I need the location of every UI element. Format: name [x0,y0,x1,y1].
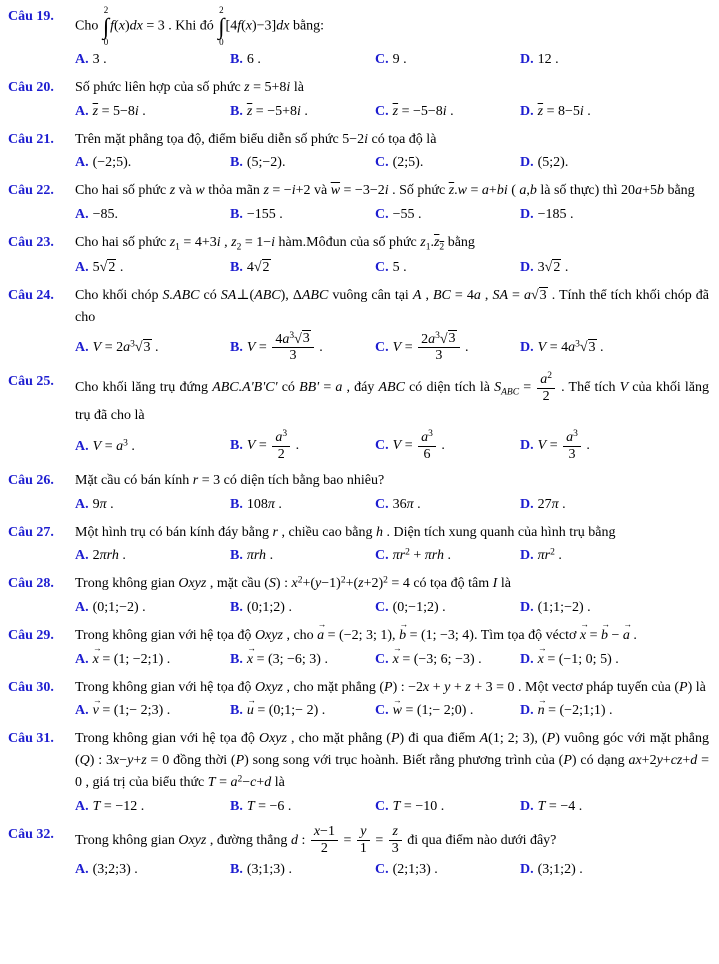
option-letter: C. [375,703,389,719]
option-letter: A. [75,339,89,355]
question-stem: Trên mặt phẳng tọa độ, điểm biểu diễn số phức 5−2i có tọa độ là [75,131,437,147]
question-head [8,180,709,202]
option-text: −155 . [246,207,283,223]
option-letter: A. [75,496,89,512]
option-letter: D. [520,155,534,171]
question-stem: Một hình trụ có bán kính đáy bằng r , chiều cao bằng h . Diện tích xung quanh của hình trụ bằng [75,524,616,540]
question-number: Câu 23. [8,235,54,251]
question-head [8,6,709,47]
option-text: $\overline{z} = -5-8i$ . [392,103,454,119]
options-row [75,257,709,278]
question-stem: Cho khối chóp S.ABC có SA⊥(ABC), ΔABC vuông cân tại A , BC = 4a , SA = a√3 . Tính thể tích khối chóp đã cho [75,288,709,325]
question [8,522,709,567]
options-row [75,331,709,365]
option-text: v → = (1;− 2;3) . [93,703,171,718]
option-c [375,649,520,670]
option-text: w → = (1;− 2;0) . [393,703,474,718]
option-letter: C. [375,52,389,67]
option-letter: D. [520,207,534,223]
option-letter: B. [230,207,243,223]
options-row [75,859,709,880]
option-letter: B. [230,155,243,171]
option-letter: B. [230,798,243,814]
option-letter: C. [375,861,389,877]
question-head [8,371,709,427]
question-head [8,522,709,544]
option-letter: A. [75,103,89,119]
option-text: V = $\frac{a^3}{3}$ . [537,429,590,462]
question-number: Câu 28. [8,576,54,592]
option-d [520,101,709,122]
option-text: $\overline{z} = -5+8i$ . [246,103,308,119]
option-d [520,796,709,817]
question [8,285,709,364]
option-text: 108π . [246,496,282,512]
option-letter: C. [375,438,389,454]
option-text: 5√2 . [92,260,124,276]
option-text: 3 . [92,52,107,67]
exam-page [8,6,709,880]
option-text: u → = (0;1;− 2) . [247,703,325,718]
question-head [8,573,709,595]
option-d [520,494,709,515]
question [8,180,709,225]
option-letter: D. [520,52,534,67]
option-letter: A. [75,155,89,171]
question-stem: Trong không gian với hệ tọa độ Oxyz , cho mặt phẳng (P) đi qua điểm A(1; 2; 3), (P) vuông góc với mặt phẳng (Q) : 3x−y+z = 0 đồng thời (P) song song với trục hoành. Biết rằng phương trình của (P) có dạng ax+2y+cz+d = 0 , giá trị của biểu thức $T = a^2-c+d$ là [75,731,710,790]
option-b [230,152,375,173]
option-letter: C. [375,103,389,119]
option-letter: A. [75,548,89,564]
option-d [520,152,709,173]
option-a [75,101,230,122]
option-letter: C. [375,651,389,667]
option-b [230,49,375,70]
option-c [375,796,520,817]
option-d [520,337,709,358]
option-text: (3;1;3) . [246,861,292,877]
option-text: $\pi r^2 + \pi rh$ . [392,547,451,564]
option-a [75,152,230,173]
option-b [230,859,375,880]
option-letter: B. [230,703,243,719]
option-letter: A. [75,703,89,719]
question-stem: Trong không gian với hệ tọa độ Oxyz , cho a → = (−2; 3; 1), b → = (1; −3; 4). Tìm tọa độ véctơ x → = b → − a → . [75,625,709,647]
question-head [8,77,709,99]
question-stem: Cho khối lăng trụ đứng ABC.A'B'C' có BB' = a , đáy ABC có diện tích là $S_{ABC}$ = $\frac{a^2}{2}$ . Thể tích V của khối lăng trụ đã cho là [75,371,709,424]
option-text: 9π . [92,496,114,512]
option-c [375,597,520,618]
option-text: x → = (3; −6; 3) . [247,652,328,667]
option-text: (5;2). [537,155,569,171]
option-a [75,545,230,566]
options-row [75,49,709,70]
question-head [8,677,709,699]
option-a [75,494,230,515]
option-a [75,436,230,457]
option-text: 36π . [392,496,421,512]
option-text: $\pi r^2$ . [537,547,562,564]
option-b [230,796,375,817]
option-b [230,204,375,225]
option-c [375,859,520,880]
options-row [75,597,709,618]
option-d [520,49,709,70]
option-b [230,545,375,566]
option-a [75,49,230,70]
option-letter: C. [375,155,389,171]
option-text: V = $\frac{4a^3√3}{3}$ . [246,330,323,364]
option-letter: B. [230,438,243,454]
option-text: (3;2;3) . [92,861,138,877]
option-text: T = −4 . [537,798,583,814]
option-letter: C. [375,600,389,616]
options-row [75,204,709,225]
option-text: T = −12 . [92,798,145,814]
option-text: $V = a^3$ . [92,437,135,454]
question [8,573,709,618]
question-stem: Trong không gian Oxyz , mặt cầu (S) : $x^2+(y-1)^2+(z+2)^2 = 4$ có tọa độ tâm I là [75,575,511,592]
option-letter: C. [375,260,389,276]
option-text: (5;−2). [246,155,286,171]
question [8,129,709,174]
question-stem: Cho hai số phức $z_1 = 4+3i$ , $z_2 = 1-i$ hàm.Môđun của số phức $z_1.z_2$ bằng [75,235,475,253]
option-text: 2πrh . [92,548,126,564]
option-letter: B. [230,548,243,564]
option-b [230,649,375,670]
options-row [75,101,709,122]
question-head [8,625,709,647]
option-letter: D. [520,260,534,276]
option-letter: D. [520,600,534,616]
option-c [375,152,520,173]
option-a [75,796,230,817]
option-letter: B. [230,260,243,276]
option-d [520,429,709,463]
option-text: −55 . [392,207,422,223]
question-stem: Trong không gian Oxyz , đường thẳng d : $\frac{x-1}{2}$ = $\frac{y}{1}$ = $\frac{z}{3}$ đi qua điểm nào dưới đây? [75,823,557,856]
options-row [75,152,709,173]
question-head [8,129,709,151]
option-d [520,545,709,566]
question-number: Câu 24. [8,288,54,304]
option-text: 27π . [537,496,566,512]
options-row [75,545,709,566]
question-number: Câu 22. [8,183,54,199]
options-row [75,429,709,463]
question-stem: Trong không gian với hệ tọa độ Oxyz , cho mặt phẳng (P) : −2x + y + z + 3 = 0 . Một vectơ pháp tuyến của (P) là [75,679,706,695]
question-number: Câu 19. [8,9,54,24]
option-letter: A. [75,207,89,223]
option-text: 6 . [246,52,261,67]
option-text: πrh . [246,548,274,564]
option-text: T = −10 . [392,798,445,814]
question [8,77,709,122]
option-letter: A. [75,438,89,454]
option-letter: D. [520,703,534,719]
option-b [230,331,375,365]
question [8,677,709,722]
option-text: $V = 4a^3√3$ . [537,339,604,355]
question-head [8,470,709,492]
option-letter: D. [520,798,534,814]
question-number: Câu 20. [8,80,54,95]
question [8,470,709,515]
option-a [75,859,230,880]
question-number: Câu 25. [8,374,54,390]
question-number: Câu 31. [8,731,54,747]
option-text: −85. [92,207,119,223]
option-a [75,257,230,278]
option-text: $\overline{z} = 8-5i$ . [537,103,591,119]
option-b [230,257,375,278]
option-text: T = −6 . [246,798,292,814]
option-b [230,597,375,618]
options-row [75,649,709,670]
option-letter: D. [520,438,534,454]
option-text: (2;1;3) . [392,861,438,877]
option-c [375,49,520,70]
option-a [75,597,230,618]
question [8,232,709,278]
option-d [520,649,709,670]
question [8,371,709,463]
option-d [520,204,709,225]
question [8,625,709,670]
option-text: 12 . [537,52,559,67]
option-a [75,700,230,721]
option-letter: B. [230,861,243,877]
option-letter: B. [230,600,243,616]
option-letter: D. [520,548,534,564]
option-text: (0;1;2) . [246,600,292,616]
option-b [230,101,375,122]
option-text: n → = (−2;1;1) . [538,703,613,718]
option-c [375,429,520,463]
option-letter: D. [520,496,534,512]
option-c [375,494,520,515]
option-b [230,494,375,515]
option-letter: D. [520,651,534,667]
option-letter: B. [230,651,243,667]
option-text: (0;1;−2) . [92,600,146,616]
question-number: Câu 32. [8,826,54,842]
option-letter: B. [230,339,243,355]
option-letter: A. [75,600,89,616]
option-letter: B. [230,52,243,67]
question [8,728,709,816]
question-stem: Mặt cầu có bán kính r = 3 có diện tích bằng bao nhiêu? [75,473,385,488]
options-row [75,700,709,721]
option-text: x → = (−1; 0; 5) . [538,652,619,667]
option-text: (2;5). [392,155,424,171]
option-a [75,337,230,358]
options-row [75,494,709,515]
option-text: (3;1;2) . [537,861,583,877]
option-text: 3√2 . [537,260,569,276]
question-number: Câu 21. [8,131,54,147]
option-a [75,649,230,670]
option-c [375,257,520,278]
option-text: $\overline{z} = 5-8i$ . [92,103,146,119]
option-text: 5 . [392,260,407,276]
question-number: Câu 29. [8,628,54,644]
option-letter: A. [75,260,89,276]
option-letter: C. [375,548,389,564]
option-text: 9 . [392,52,407,67]
question-head [8,232,709,255]
question-number: Câu 27. [8,524,54,540]
question-number: Câu 30. [8,679,54,695]
option-c [375,331,520,365]
option-text: V = $\frac{2a^3√3}{3}$ . [392,330,469,364]
option-text: (−2;5). [92,155,132,171]
question-stem: Số phức liên hợp của số phức z = 5+8i là [75,80,304,95]
question-head [8,824,709,857]
option-letter: A. [75,52,89,67]
option-letter: A. [75,798,89,814]
option-d [520,700,709,721]
option-letter: A. [75,861,89,877]
option-letter: B. [230,496,243,512]
option-text: V = $\frac{a^3}{2}$ . [246,429,300,462]
question-head [8,728,709,793]
option-text: x → = (1; −2;1) . [93,652,171,667]
option-d [520,597,709,618]
option-letter: B. [230,103,243,119]
option-a [75,204,230,225]
option-letter: C. [375,207,389,223]
question-number: Câu 26. [8,473,54,488]
option-letter: C. [375,339,389,355]
option-c [375,101,520,122]
options-row [75,796,709,817]
option-letter: D. [520,861,534,877]
option-letter: D. [520,339,534,355]
option-c [375,545,520,566]
option-text: $V = 2a^3√3$ . [92,339,159,355]
option-text: 4√2 [246,260,270,276]
option-c [375,700,520,721]
option-letter: C. [375,496,389,512]
option-b [230,700,375,721]
option-d [520,859,709,880]
option-letter: D. [520,103,534,119]
option-text: (1;1;−2) . [537,600,591,616]
question [8,824,709,880]
option-letter: C. [375,798,389,814]
option-text: −185 . [537,207,574,223]
option-text: V = $\frac{a^3}{6}$ . [392,429,445,462]
question [8,6,709,70]
option-text: (0;−1;2) . [392,600,446,616]
option-text: x → = (−3; 6; −3) . [393,652,482,667]
question-stem: Cho hai số phức z và w thỏa mãn z = −i+2 và $\overline{w} = -3-2i$ . Số phức $\overline{z}.w = a+bi$ ( a,b là số thực) thì 20a+5b bằng [75,183,695,199]
option-c [375,204,520,225]
option-d [520,257,709,278]
option-b [230,429,375,463]
question-head [8,285,709,328]
question-stem: Cho 2 ∫ 0 f(x)dx = 3 . Khi đó 2 ∫ 0 [4f(x)−3]dx bằng: [75,5,325,47]
option-letter: A. [75,651,89,667]
